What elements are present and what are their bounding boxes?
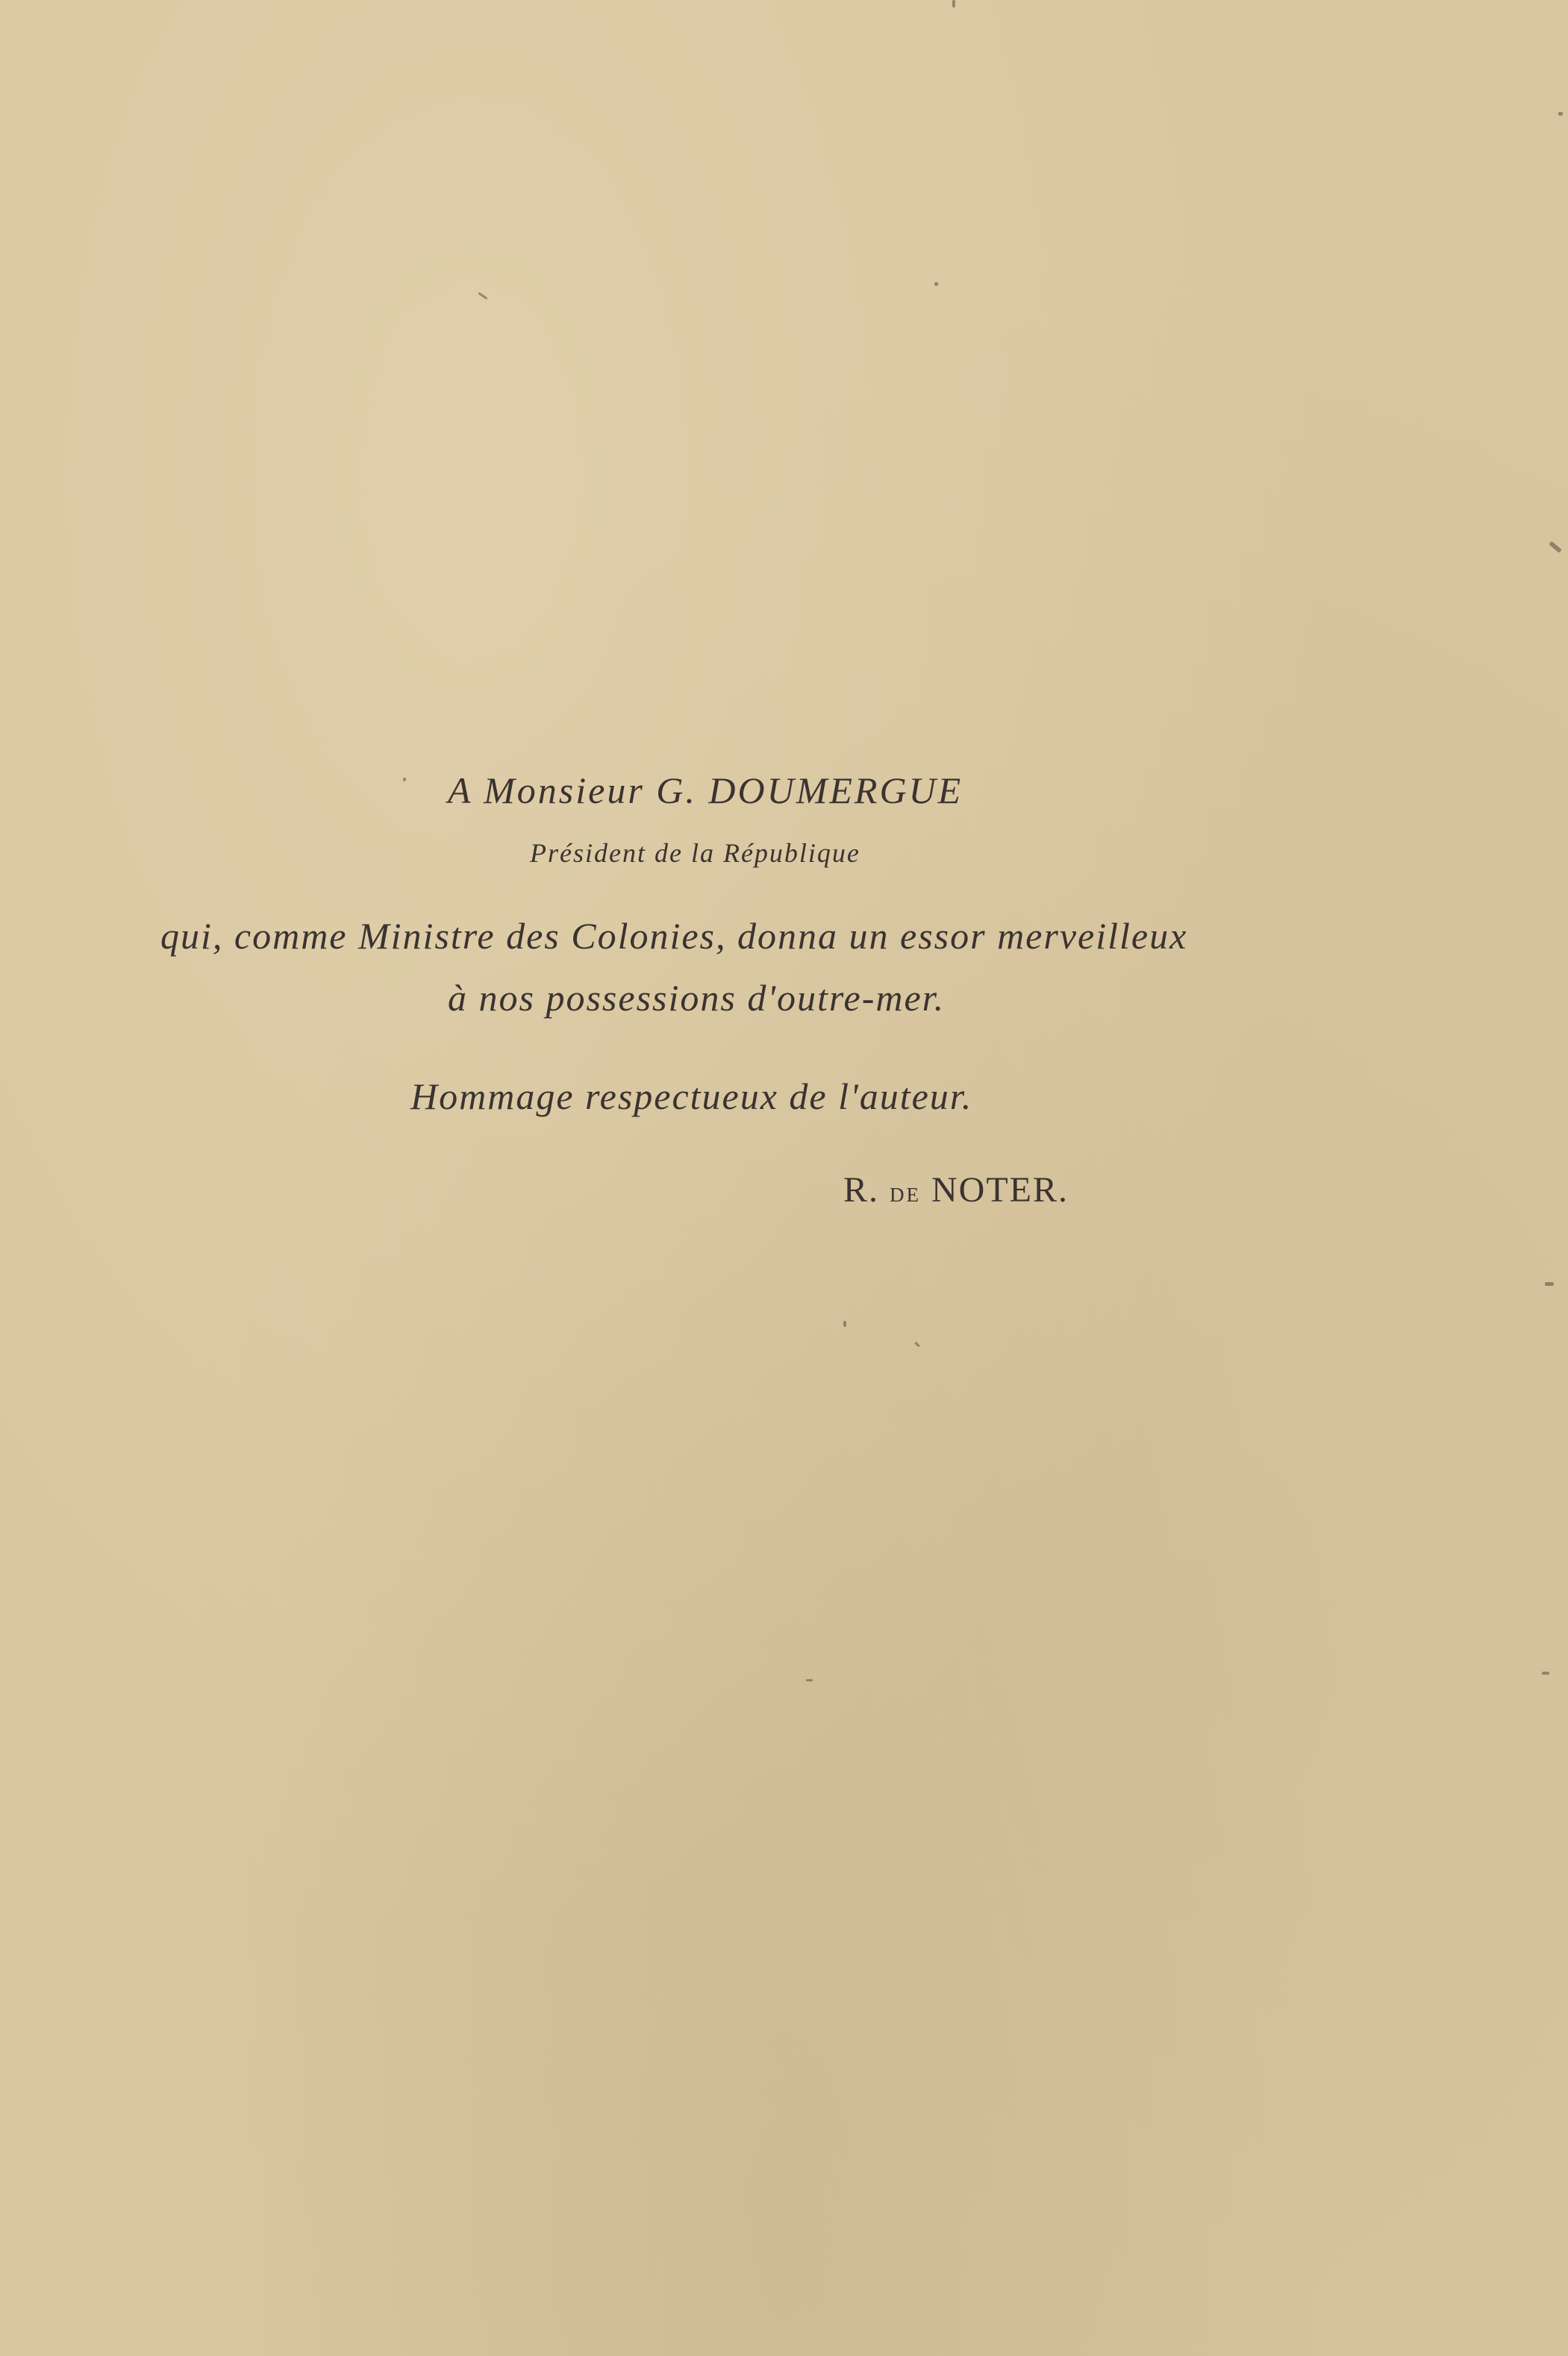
- addressee-line: A Monsieur G. DOUMERGUE: [448, 769, 963, 811]
- paper-speck: [1549, 541, 1562, 553]
- title-line: Président de la République: [530, 838, 860, 868]
- paper-speck: [1542, 1672, 1549, 1675]
- paper-speck: [1558, 112, 1563, 116]
- author-signature: [843, 1169, 1069, 1210]
- paper-speck: [934, 282, 938, 286]
- signature-initial: R.: [843, 1170, 880, 1210]
- paper-speck: [952, 0, 955, 7]
- signature-particle: de: [890, 1177, 922, 1208]
- dedication-text-line-2: à nos possessions d'outre-mer.: [448, 977, 946, 1019]
- paper-speck: [1545, 1282, 1554, 1286]
- dedication-text-line-1: qui, comme Ministre des Colonies, donna un essor merveilleux: [160, 915, 1188, 957]
- paper-speck: [806, 1679, 813, 1681]
- paper-speck: [914, 1342, 920, 1348]
- homage-line: Hommage respectueux de l'auteur.: [410, 1075, 973, 1117]
- paper-speck: [478, 292, 487, 299]
- paper-speck: [403, 778, 406, 781]
- signature-surname: NOTER.: [931, 1170, 1069, 1210]
- paper-speck: [843, 1321, 846, 1327]
